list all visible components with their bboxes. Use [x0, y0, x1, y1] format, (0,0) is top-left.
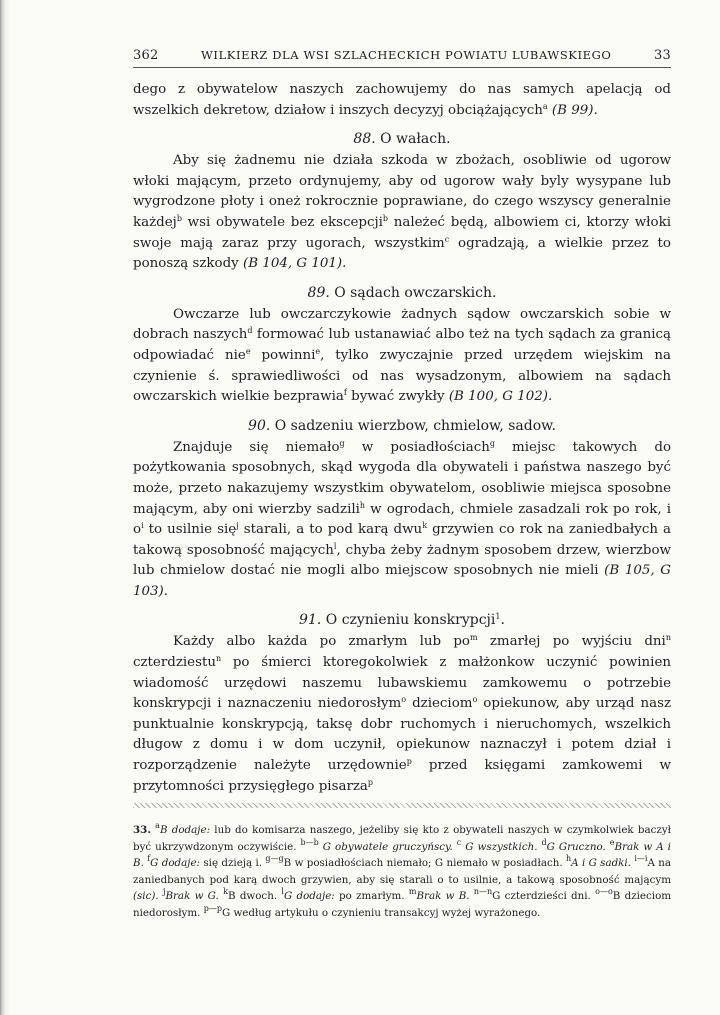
- section-heading-89: 89. O sądach owczarskich.: [307, 284, 497, 301]
- paragraph-89: Owczarze lub owczarczykowie żadnych sądow owczarskich sobie w dobrach naszych$^d$ formować lub ustanawiać albo też na tych sądach za granicą odpowiadać nie$^e$ powinni$^e$, tylko zwyczajnie przed urzędem wiejskim na czynienie ś. sprawiedliwości od nas wysadzonym, albowiem na sądach owczarskich wielkie bezprawia$^f$ bywać zwykły (B 100, G 102).: [133, 306, 672, 405]
- paragraph-90: Znajduje się niemało$^g$ w posiadłościach$^g$ miejsc takowych do pożytkowania sposobnych, skąd wygoda dla obywateli i państwa naszego być może, przeto nakazujemy wszystkim obywatelom, osobliwie miejsca sposobne mającym, aby oni wierzby sadzili$^h$ w ogrodach, chmiele zasadzali rok po rok, i $o^i$ to usilnie się$^j$ starali, a to pod karą dwu$^k$ grzywien co rok na zaniedbałych a takową sposobność mających$^l$, chyba żeby żadnym sposobem drzew, wierzbow lub chmielow dostać nie mogli albo miejscow sposobnych nie mieli (B 105, G 103).: [133, 438, 672, 599]
- page-number-right: 33: [654, 48, 671, 63]
- header-rule: [133, 67, 671, 68]
- running-title: WILKIERZ DLA WSI SZLACHECKICH POWIATU LUBAWSKIEGO: [201, 48, 612, 62]
- section-heading-91: 91. O czynieniu konskrypcji$^1$.: [299, 612, 505, 629]
- paragraph-91: Każdy albo każda po zmarłym lub $po^m$ zmarłej po wyjściu dni$^n$ czterdziestu$^n$ po śmierci ktoregokolwiek z małżonkow uczynić powinien wiadomość urzędowi naszemu lubawskiemu zamkowemu o potrzebie konskrypcji i naznaczeniu niedorosłym$^o$ dzieciom$^o$ opiekunow, aby urząd nasz punktualnie konskrypcją, taksę dobr ruchomych i nieruchomych, wszelkich długow z domu i w dom uczynił, opiekunow naznaczył i potem dział i rozporządzenie należyte urzędownie$^p$ przed księgami zamkowemi w przytomności przysięgłego pisarza$^p$: [133, 633, 671, 794]
- section-heading-88: 88. O wałach.: [353, 131, 451, 148]
- document-page: [133, 48, 671, 921]
- paragraph-88: Aby się żadnemu nie działa szkoda w zbożach, osobliwie od ugorow włoki mającym, przeto ordynujemy, aby od ugorow wały byly wysypane lub wygrodzone płoty i oneż rokrocznie poprawiane, do czego wszyscy generalnie każdej$^b$ wsi obywatele bez ekscepcji$^b$ należeć będą, albowiem ci, ktorzy włoki swoje mają zaraz przy ugorach, wszystkim$^c$ ogradzają, a wielkie przez to ponoszą szkody (B 104, G 101).: [133, 153, 671, 272]
- paragraph-intro: dego z obywatelow naszych zachowujemy do nas samych apelacją od wszelkich dekretow, działow i inszych decyzyj obciążających$^a$ (B 99).: [133, 82, 671, 118]
- page-number-left: 362: [133, 48, 159, 63]
- page-gutter-shadow: [0, 0, 10, 1015]
- section-heading-90: 90. O sadzeniu wierzbow, chmielow, sadow.: [248, 417, 556, 434]
- footnote-separator: [133, 803, 671, 808]
- running-head: [133, 48, 671, 63]
- footnotes: 33. $^a$B dodaje: lub do komisarza naszego, jeżeliby się kto z obywateli naszych w czymkolwiek baczył być ukrzywdzonym oczywiście. $^{b—b}$ G obywatele gruczyńscy. $^c$ G wszystkich. $^d$G Gruczno. $^e$Brak w A i B. $^f$G dodaje: się dzieją i. $^{g—g}$B w posiadłościach niemało; G niemało w posiadłach. $^h$A i G sadki. $^{i—i}$A na zaniedbanych pod karą dwoch grzywien, aby się starali o to usilnie, a takową sposobność mającym (sic). $^j$Brak w G. $^k$B dwoch. $^l$G dodaje: po zmarłym. $^m$Brak w B. $^{n—n}$G czterdzieści dni. $^{o—o}$B dzieciom niedorosłym. $^{p—p}$G według artykułu o czynieniu transakcyj wyżej wyrażonego.: [133, 821, 672, 919]
